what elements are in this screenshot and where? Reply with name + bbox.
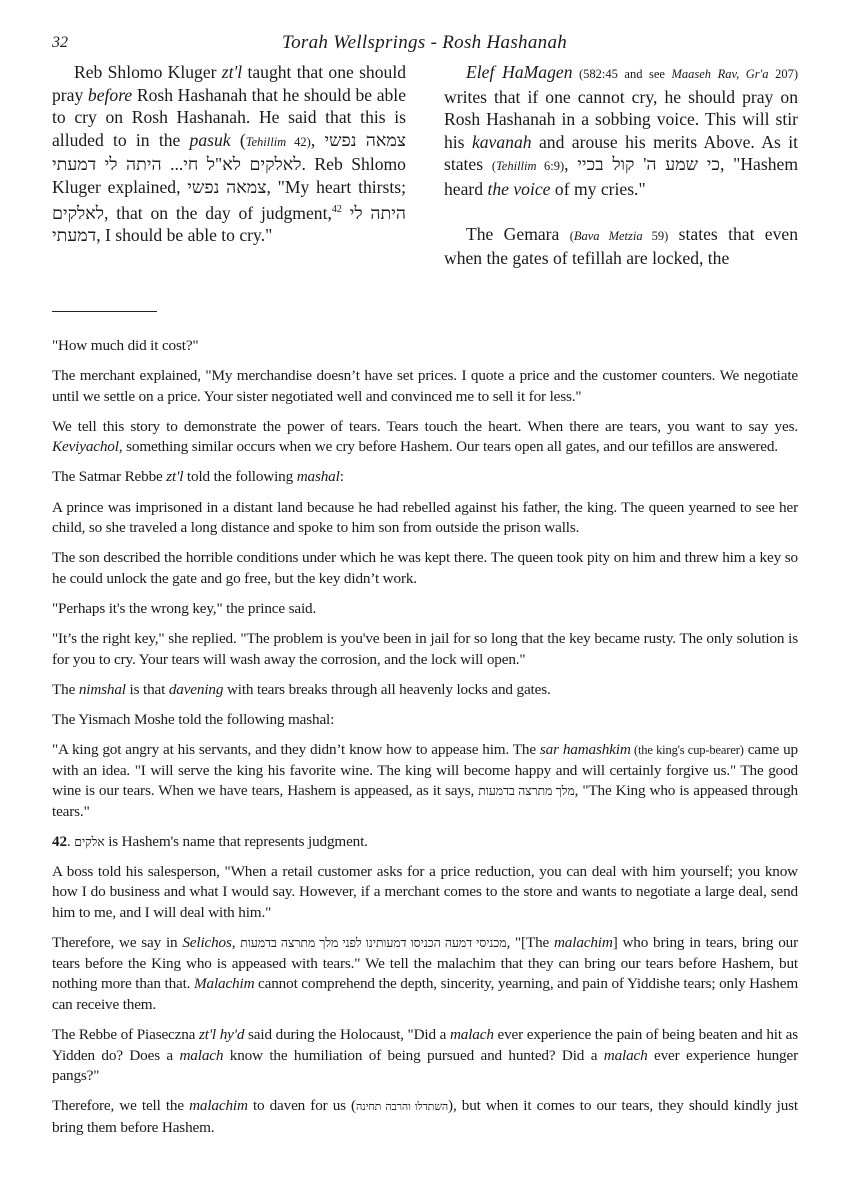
paragraph — [52, 548, 798, 589]
text-run: ( — [491, 159, 496, 174]
text-run: The — [52, 680, 79, 698]
paragraph — [52, 832, 798, 853]
text-run: is that — [125, 680, 169, 698]
text-run: zt'l — [221, 62, 243, 82]
text-run: "A king got angry at his servants, and they didn’t know how to appease him. The — [52, 740, 540, 758]
text-run: zt'l — [166, 468, 184, 486]
hebrew-text: מכניסי דמעה הכניסו דמעותינו לפני מלך מתרצה בדמעות — [240, 936, 507, 951]
text-run: , — [310, 129, 325, 150]
text-run: ( — [230, 129, 246, 150]
text-run: The son described the horrible conditions under which he was kept there. The queen took pity on him and threw him a key so he could unlock the gate and go free, but the key didn’t work. — [52, 549, 798, 587]
text-run: , "Hashem heard — [444, 154, 799, 199]
text-run: malach — [179, 1046, 224, 1064]
text-run: know the humiliation of being pursued and hunted? Did a — [223, 1046, 604, 1064]
text-run: (582:45 and see — [572, 67, 672, 81]
text-run: ] who bring in tears, bring our tears before the King who is appeased with tears." We tell the malachim that they can bring our tears before Hashem, but nothing more than that. — [52, 934, 798, 993]
text-run: said during the Holocaust, "Did a — [244, 1026, 450, 1044]
hebrew-text: מלך מתרצה בדמעות — [478, 784, 575, 799]
text-run: Elef HaMagen — [466, 62, 573, 82]
text-run: ever experience the pain of being beaten and hit as Yidden do? Does a — [52, 1026, 798, 1064]
paragraph — [52, 599, 798, 620]
text-run: davening — [168, 680, 224, 698]
paragraph — [52, 1025, 798, 1087]
text-run: 6:9) — [536, 159, 565, 174]
running-title: Torah Wellsprings - Rosh Hashanah — [281, 32, 568, 53]
text-run: 59) — [642, 228, 669, 243]
paragraph — [52, 366, 798, 407]
hebrew-text: השתדלו והרבה תחינה — [355, 1101, 449, 1114]
text-run: the voice — [487, 178, 551, 199]
main-column-right — [444, 61, 798, 270]
text-run: Reb Shlomo Kluger — [74, 62, 222, 82]
text-run: malach — [603, 1046, 648, 1064]
footnote-divider — [52, 311, 157, 312]
text-run: writes that if one cannot cry, he should pray on Rosh Hashanah in a sobbing voice. This will stir his — [444, 86, 798, 152]
paragraph — [52, 61, 406, 247]
text-run: of my cries." — [550, 178, 646, 199]
text-run: : — [339, 468, 344, 486]
text-run: 42 — [52, 832, 67, 850]
paragraph — [52, 933, 798, 1015]
text-run: ( — [569, 228, 574, 243]
text-run: told the following — [183, 468, 297, 486]
paragraph — [52, 680, 798, 701]
text-run: taught that one should pray — [52, 62, 406, 105]
text-run: malachim — [553, 934, 613, 952]
text-run: malachim — [189, 1097, 248, 1115]
text-run: ), but when it comes to our tears, they should kindly just bring them before Hashem. — [52, 1097, 799, 1136]
text-run: pasuk — [189, 129, 231, 150]
text-run: Therefore, we tell the — [52, 1097, 190, 1115]
text-run: sar hamashkim — [539, 740, 631, 758]
text-run: , something similar occurs when we cry before Hashem. Our tears open all gates, and our tefillos are answered. — [118, 438, 778, 456]
main-column-left — [52, 61, 406, 247]
text-run: came up with an idea. "I will serve the king his favorite wine. The king will become happy and will certainly forgive us." The good wine is our tears. When we have tears, Hashem is appeased, as it says, — [52, 740, 798, 800]
paragraph — [52, 498, 798, 539]
text-run: Malachim — [194, 975, 255, 993]
text-run: ever experience hunger pangs?" — [52, 1046, 798, 1085]
text-run: The merchant explained, "My merchandise doesn’t have set prices. I quote a price and the customer counters. We negotiate until we settle on a price. Your sister negotiated well and convinced me to sell it for less." — [52, 367, 798, 405]
hebrew-text: היתה לי דמעתי — [52, 202, 406, 246]
paragraph — [444, 61, 798, 201]
page-number: 32 — [52, 34, 68, 51]
text-run: kavanah — [471, 131, 532, 152]
text-run: , I should be able to cry." — [96, 225, 273, 246]
text-run: Bava Metzia — [573, 228, 643, 243]
text-run: The Satmar Rebbe — [52, 468, 167, 486]
paragraph — [52, 467, 798, 488]
text-run: "Perhaps it's the wrong key," the prince said. — [52, 599, 317, 617]
hebrew-text: כי שמע ה' קול בכיי — [577, 154, 721, 175]
text-run: cannot comprehend the depth, sincerity, yearning, and pain of Yiddishe tears; only Hashem can receive them. — [52, 975, 798, 1013]
text-run: is Hashem's name that represents judgment. — [104, 832, 368, 850]
text-run: We tell this story to demonstrate the power of tears. Tears touch the heart. When there are tears, you want to say yes. — [52, 417, 798, 435]
text-run: , "The King who is appeased through tears." — [52, 782, 798, 820]
text-run: The Gemara — [466, 223, 570, 244]
text-run: to daven for us ( — [247, 1097, 356, 1115]
text-run: 207) — [768, 67, 798, 81]
paragraph — [52, 417, 798, 458]
text-run: Rosh Hashanah that he should be able to cry on Rosh Hashanah. He said that this is alluded to in the — [52, 84, 406, 150]
text-run: zt'l hy'd — [199, 1026, 245, 1044]
paragraph — [52, 1096, 798, 1138]
text-run — [342, 202, 350, 222]
text-run: 42) — [286, 134, 311, 149]
footnotes — [52, 336, 798, 1148]
text-run: "It’s the right key," she replied. "The problem is you've been in jail for so long that the key became rusty. The only solution is for you to cry. Your tears will wash away the corrosion, and the lock will open." — [52, 630, 798, 668]
paragraph — [444, 223, 798, 270]
footnote-ref: 42 — [331, 203, 342, 215]
paragraph — [52, 862, 798, 924]
paragraph — [52, 336, 798, 357]
paragraph — [52, 710, 798, 731]
paragraph — [52, 629, 798, 670]
text-run: with tears breaks through all heavenly locks and gates. — [223, 680, 551, 698]
text-run: , that on the day of judgment, — [104, 202, 332, 223]
text-run: The Yismach Moshe told the following mashal: — [52, 710, 335, 728]
hebrew-text: צמאה נפשי לאלקים לא"ל חי... היתה לי דמעתי — [52, 129, 407, 175]
text-run: Selichos — [182, 934, 232, 952]
paragraph — [52, 740, 798, 822]
hebrew-text: לאלקים — [52, 202, 105, 223]
text-run: A prince was imprisoned in a distant land because he had rebelled against his father, the king. The queen yearned to see her child, so she traveled a long distance and spoke to him son from outside the prison walls. — [52, 498, 798, 537]
hebrew-text: צמאה נפשי — [187, 176, 267, 197]
text-run: before — [87, 84, 133, 105]
text-run: , "[The — [506, 934, 554, 952]
text-run: "How much did it cost?" — [52, 337, 199, 354]
text-run: The Rebbe of Piaseczna — [52, 1026, 199, 1044]
text-run: and arouse his merits Above. As it states — [444, 131, 798, 175]
text-run: Maaseh Rav, Gr'a — [671, 67, 769, 81]
text-run: malach — [449, 1026, 494, 1044]
text-run: , — [231, 934, 241, 952]
text-run: states that even when the gates of tefillah are locked, the — [444, 223, 798, 269]
text-run: nimshal — [78, 680, 126, 698]
text-run: mashal — [296, 468, 340, 486]
text-run: . Reb Shlomo Kluger explained, — [52, 154, 406, 197]
text-run: Tehillim — [496, 159, 537, 174]
text-run: Tehillim — [245, 134, 287, 149]
text-run: A boss told his salesperson, "When a retail customer asks for a price reduction, you can deal with him yourself; you know how I do business and what I would say. However, if a merchant comes to the store and wants to negotiate a large deal, send him to me, and I will deal with him." — [52, 862, 798, 922]
text-run: , "My heart thirsts; — [266, 176, 406, 197]
text-run: Therefore, we say in — [52, 934, 183, 952]
text-run: , — [564, 154, 578, 175]
text-run: (the king's cup-bearer) — [630, 742, 744, 757]
text-run: . — [66, 832, 75, 850]
text-run: Keviyachol — [52, 438, 119, 456]
hebrew-text: אלקים — [74, 834, 105, 849]
